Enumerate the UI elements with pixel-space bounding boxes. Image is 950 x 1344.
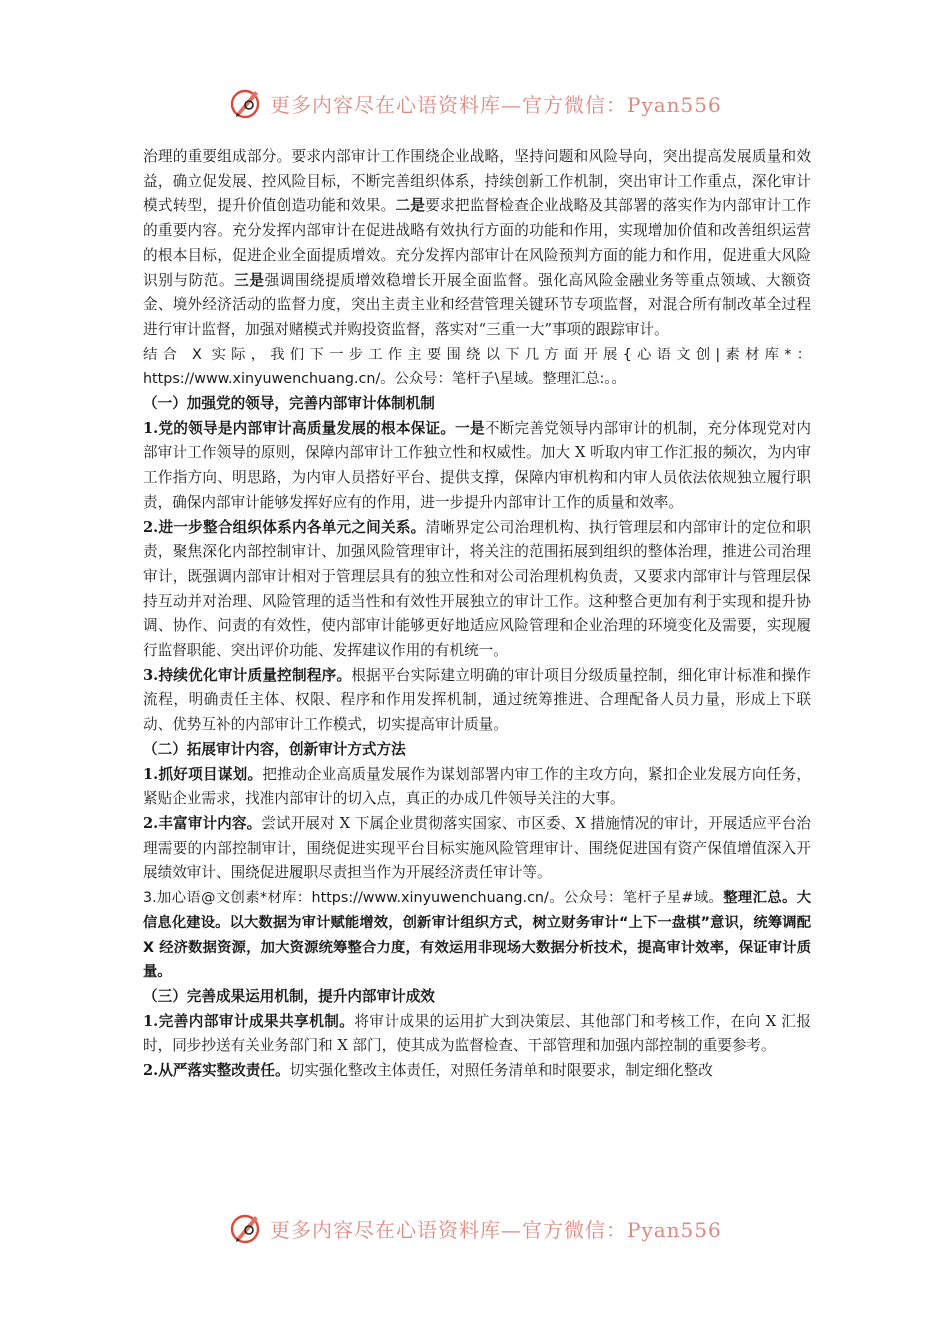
pen-in-circle-icon	[228, 1210, 264, 1246]
watermark-text: 更多内容尽在心语资料库—官方微信：Pyan556	[270, 92, 722, 117]
footer-watermark	[228, 1208, 722, 1248]
paragraph: 治理的重要组成部分。要求内部审计工作围绕企业战略，坚持问题和风险导向，突出提高发展质量和效益，确立促发展、控风险目标，不断完善组织体系，持续创新工作机制，突出审计工作重点，深化审计模式转型，提升价值创造功能和效果。二是要求把监督检查企业战略及其部署的落实作为内部审计工作的重要内容。充分发挥内部审计在促进战略有效执行方面的功能和作用，实现增加价值和改善组织运营的根本目标，促进企业全面提质增效。充分发挥内部审计在风险预判方面的能力和作用，促进重大风险识别与防范。三是强调围绕提质增效稳增长开展全面监督。强化高风险金融业务等重点领域、大额资金、境外经济活动的监督力度，突出主责主业和经营管理关键环节专项监督，对混合所有制改革全过程进行审计监督，加强对赌模式并购投资监督，落实对“三重一大”事项的跟踪审计。	[143, 148, 811, 338]
section-heading: （三）完善成果运用机制，提升内部审计成效	[143, 987, 435, 1005]
pen-in-circle-icon	[228, 85, 264, 121]
watermark-text: 更多内容尽在心语资料库—官方微信：Pyan556	[270, 1217, 722, 1242]
paragraph: 3.持续优化审计质量控制程序。根据平台实际建立明确的审计项目分级质量控制，细化审计标准和操作流程，明确责任主体、权限、程序和作用发挥机制，通过统筹推进、合理配备人员力量，形成上下联动、优势互补的内部审计工作模式，切实提高审计质量。	[143, 666, 811, 734]
paragraph: 2.从严落实整改责任。切实强化整改主体责任，对照任务清单和时限要求，制定细化整改	[143, 1062, 713, 1080]
paragraph: 3.加心语@文创素*材库：https://www.xinyuwenchuang.cn/。公众号：笔杆子星#域。整理汇总。大信息化建设。以大数据为审计赋能增效，创新审计组织方式，树立财务审计“上下一盘棋”意识，统筹调配 X 经济数据资源，加大资源统筹整合力度，有效运用非现场大数据分析技术，提高审计效率，保证审计质量。	[143, 890, 812, 981]
paragraph: 2.丰富审计内容。尝试开展对 X 下属企业贯彻落实国家、市区委、X 措施情况的审计，开展适应平台治理需要的内部控制审计，围绕促进实现平台目标实施风险管理审计、围绕促进国有资产保值增值深入开展绩效审计、围绕促进履职尽责担当作为开展经济责任审计等。	[143, 814, 811, 882]
header-watermark	[228, 83, 722, 123]
paragraph: 2.进一步整合组织体系内各单元之间关系。清晰界定公司治理机构、执行管理层和内部审计的定位和职责，聚焦深化内部控制审计、加强风险管理审计，将关注的范围拓展到组织的整体治理，推进公司治理审计，既强调内部审计相对于管理层具有的独立性和对公司治理机构负责，又要求内部审计与管理层保持互动并对治理、风险管理的适当性和有效性开展独立的审计工作。这种整合更加有利于实现和提升协调、协作、问责的有效性，使内部审计能够更好地适应风险管理和企业治理的环境变化及需要，实现履行监督职能、突出评价功能、发挥建议作用的有机统一。	[143, 518, 811, 660]
paragraph: 1.抓好项目谋划。把推动企业高质量发展作为谋划部署内审工作的主攻方向，紧扣企业发展方向任务，紧贴企业需求，找准内部审计的切入点，真正的办成几件领导关注的大事。	[143, 765, 811, 808]
paragraph: 1.完善内部审计成果共享机制。将审计成果的运用扩大到决策层、其他部门和考核工作，在向 X 汇报时，同步抄送有关业务部门和 X 部门，使其成为监督检查、干部管理和加强内部控制的重要参考。	[143, 1012, 811, 1055]
document-body	[143, 145, 811, 1084]
paragraph: 1.党的领导是内部审计高质量发展的根本保证。一是不断完善党领导内部审计的机制，充分体现党对内部审计工作领导的原则，保障内部审计工作独立性和权威性。加大 X 听取内审工作汇报的频次，为内审工作指方向、明思路，为内审人员搭好平台、提供支撑，保障内审机构和内审人员依法依规独立履行职责，确保内部审计能够发挥好应有的作用，进一步提升内部审计工作的质量和效率。	[143, 419, 811, 511]
paragraph: 结合 X 实际，我们下一步工作主要围绕以下几方面开展{心语文创|素材库*：https://www.xinyuwenchuang.cn/。公众号：笔杆子\星域。整理汇总:。。	[143, 346, 811, 388]
section-heading: （一）加强党的领导，完善内部审计体制机制	[143, 395, 435, 413]
section-heading: （二）拓展审计内容，创新审计方式方法	[143, 740, 406, 758]
